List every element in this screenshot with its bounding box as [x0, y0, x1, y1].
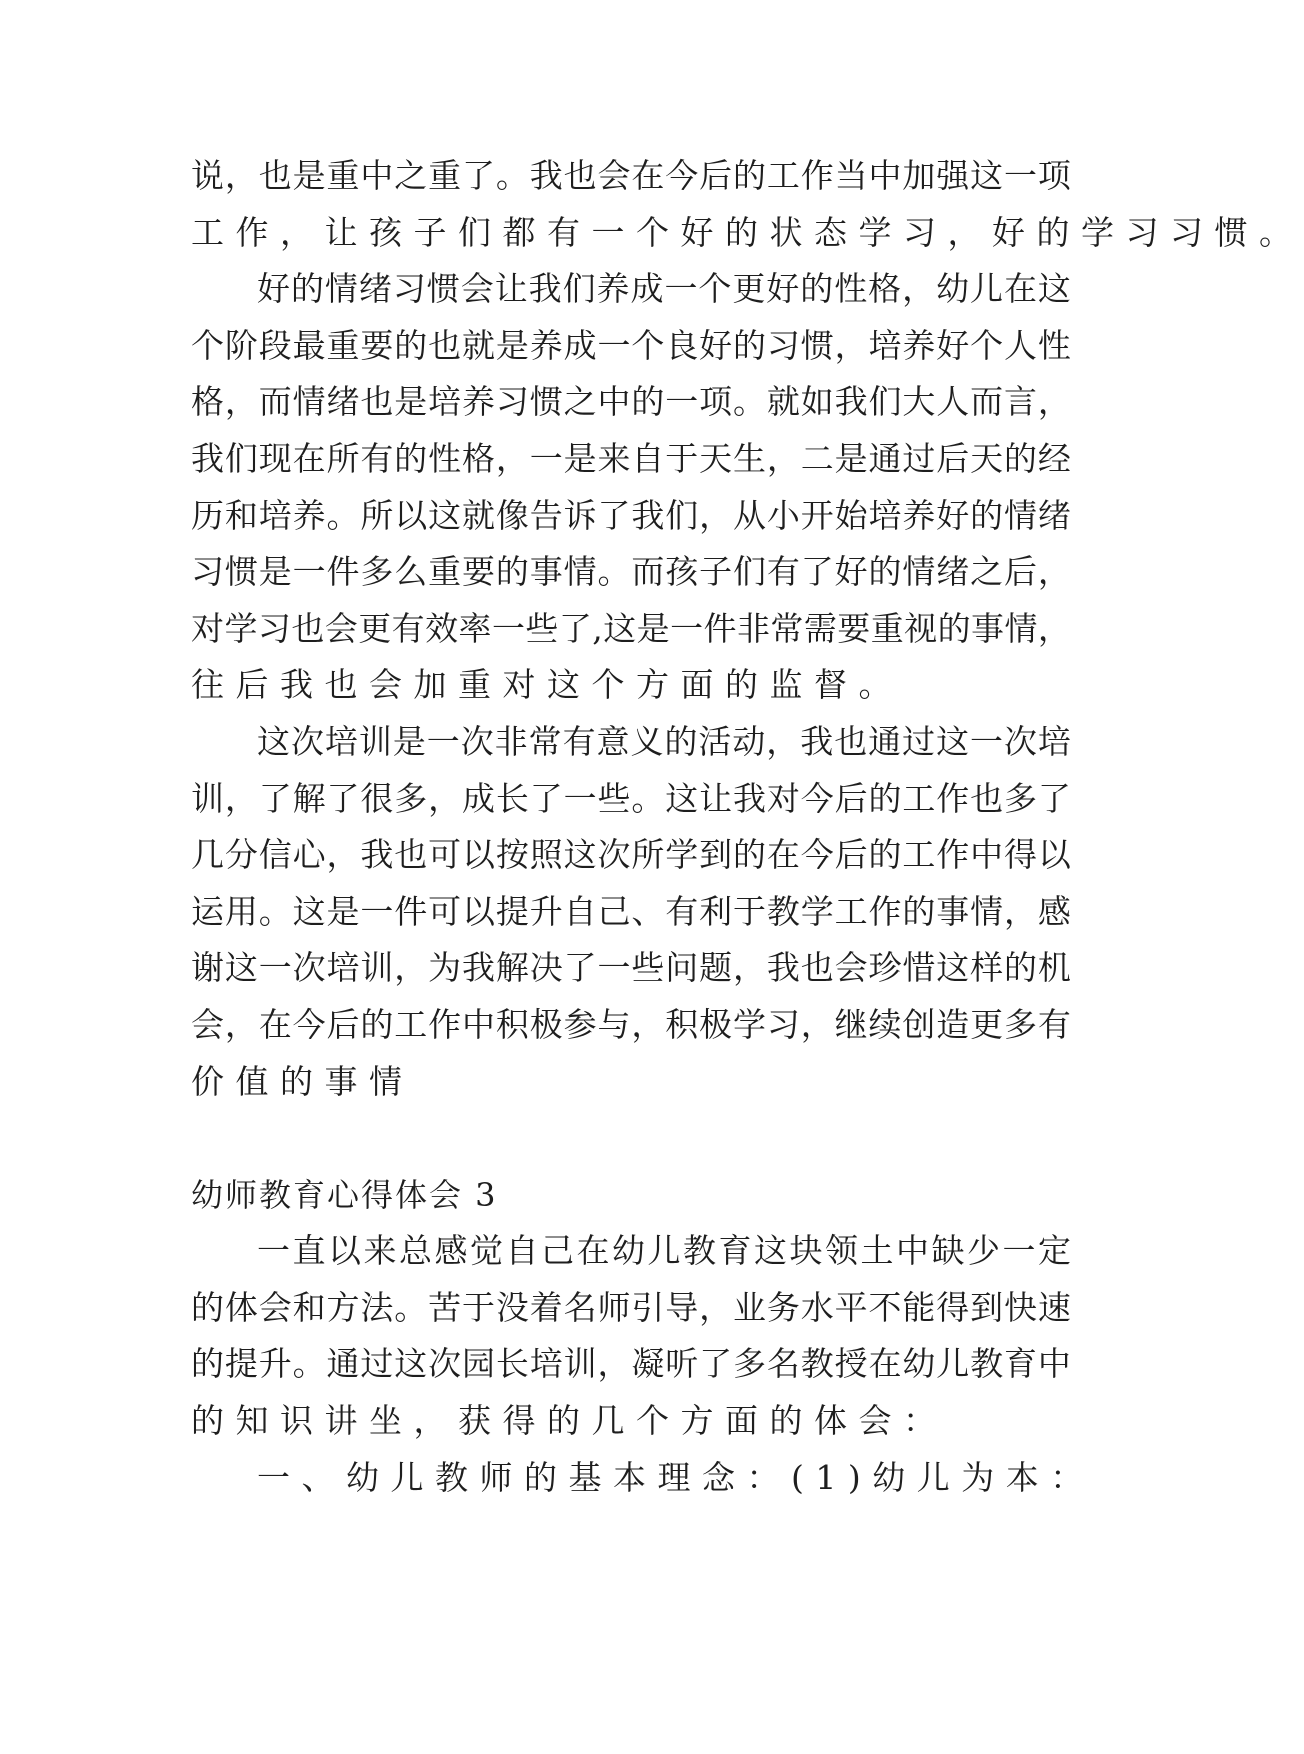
text-line: 历 和 培 养 。 所 以 这 就 像 告 诉 了 我 们 ， 从 小 开 始 培 养 好 的 情 绪 [191, 495, 1071, 535]
text-line: 会 ， 在 今 后 的 工 作 中 积 极 参 与 ， 积 极 学 习 ， 继 续 创 造 更 多 有 [191, 1004, 1071, 1044]
text-line: 格 ， 而 情 绪 也 是 培 养 习 惯 之 中 的 一 项 。 就 如 我 们 大 人 而 言 ， [191, 382, 1071, 422]
text-line: 对 学 习 也 会 更 有 效 率 一 些 了 , 这 是 一 件 非 常 需 要 重 视 的 事 情 ， [191, 608, 1071, 648]
text-line: 运 用 。 这 是 一 件 可 以 提 升 自 己 、 有 利 于 教 学 工 作 的 事 情 ， 感 [191, 891, 1071, 931]
text-line: 几 分 信 心 ， 我 也 可 以 按 照 这 次 所 学 到 的 在 今 后 的 工 作 中 得 以 [191, 835, 1071, 875]
text-line: 习 惯 是 一 件 多 么 重 要 的 事 情 。 而 孩 子 们 有 了 好 的 情 绪 之 后 ， [191, 552, 1071, 592]
blank-line [191, 1110, 1071, 1167]
document-page [191, 148, 1304, 1506]
section-heading: 幼师教育心得体会 3 [191, 1175, 498, 1214]
text-line: 一、幼儿教师的基本理念：(1)幼儿为本： [257, 1457, 1095, 1497]
paragraph-p2 [191, 261, 1071, 714]
text-line: 好 的 情 绪 习 惯 会 让 我 们 养 成 一 个 更 好 的 性 格 ， 幼 儿 在 这 [257, 269, 1071, 309]
text-line: 我 们 现 在 所 有 的 性 格 ， 一 是 来 自 于 天 生 ， 二 是 通 过 后 天 的 经 [191, 438, 1071, 478]
paragraph-p1 [191, 148, 1304, 261]
text-line: 说 ， 也 是 重 中 之 重 了 。 我 也 会 在 今 后 的 工 作 当 中 加 强 这 一 项 [191, 156, 1071, 195]
text-line: 往后我也会加重对这个方面的监督。 [191, 665, 903, 705]
text-line: 谢 这 一 次 培 训 ， 为 我 解 决 了 一 些 问 题 ， 我 也 会 珍 惜 这 样 的 机 [191, 948, 1071, 988]
text-line: 价值的事情 [191, 1061, 414, 1101]
text-line: 的 提 升 。 通 过 这 次 园 长 培 训 ， 凝 听 了 多 名 教 授 在 幼 儿 教 育 中 [191, 1344, 1071, 1384]
text-line: 的知识讲坐，获得的几个方面的体会： [191, 1401, 948, 1441]
text-line: 训 ， 了 解 了 很 多 ， 成 长 了 一 些 。 这 让 我 对 今 后 的 工 作 也 多 了 [191, 778, 1071, 818]
paragraph-p4 [191, 1223, 1071, 1449]
paragraph-p5 [191, 1450, 1095, 1507]
text-line: 这 次 培 训 是 一 次 非 常 有 意 义 的 活 动 ， 我 也 通 过 这 一 次 培 [257, 721, 1071, 761]
text-line: 一 直 以 来 总 感 觉 自 己 在 幼 儿 教 育 这 块 领 土 中 缺 少 一 定 [257, 1231, 1071, 1271]
paragraph-p3 [191, 714, 1071, 1110]
text-line: 的 体 会 和 方 法 。 苦 于 没 着 名 师 引 导 ， 业 务 水 平 不 能 得 到 快 速 [191, 1287, 1071, 1327]
text-line: 个 阶 段 最 重 要 的 也 就 是 养 成 一 个 良 好 的 习 惯 ， 培 养 好 个 人 性 [191, 325, 1071, 365]
text-line: 工作，让孩子们都有一个好的状态学习，好的学习习惯。 [191, 212, 1304, 252]
